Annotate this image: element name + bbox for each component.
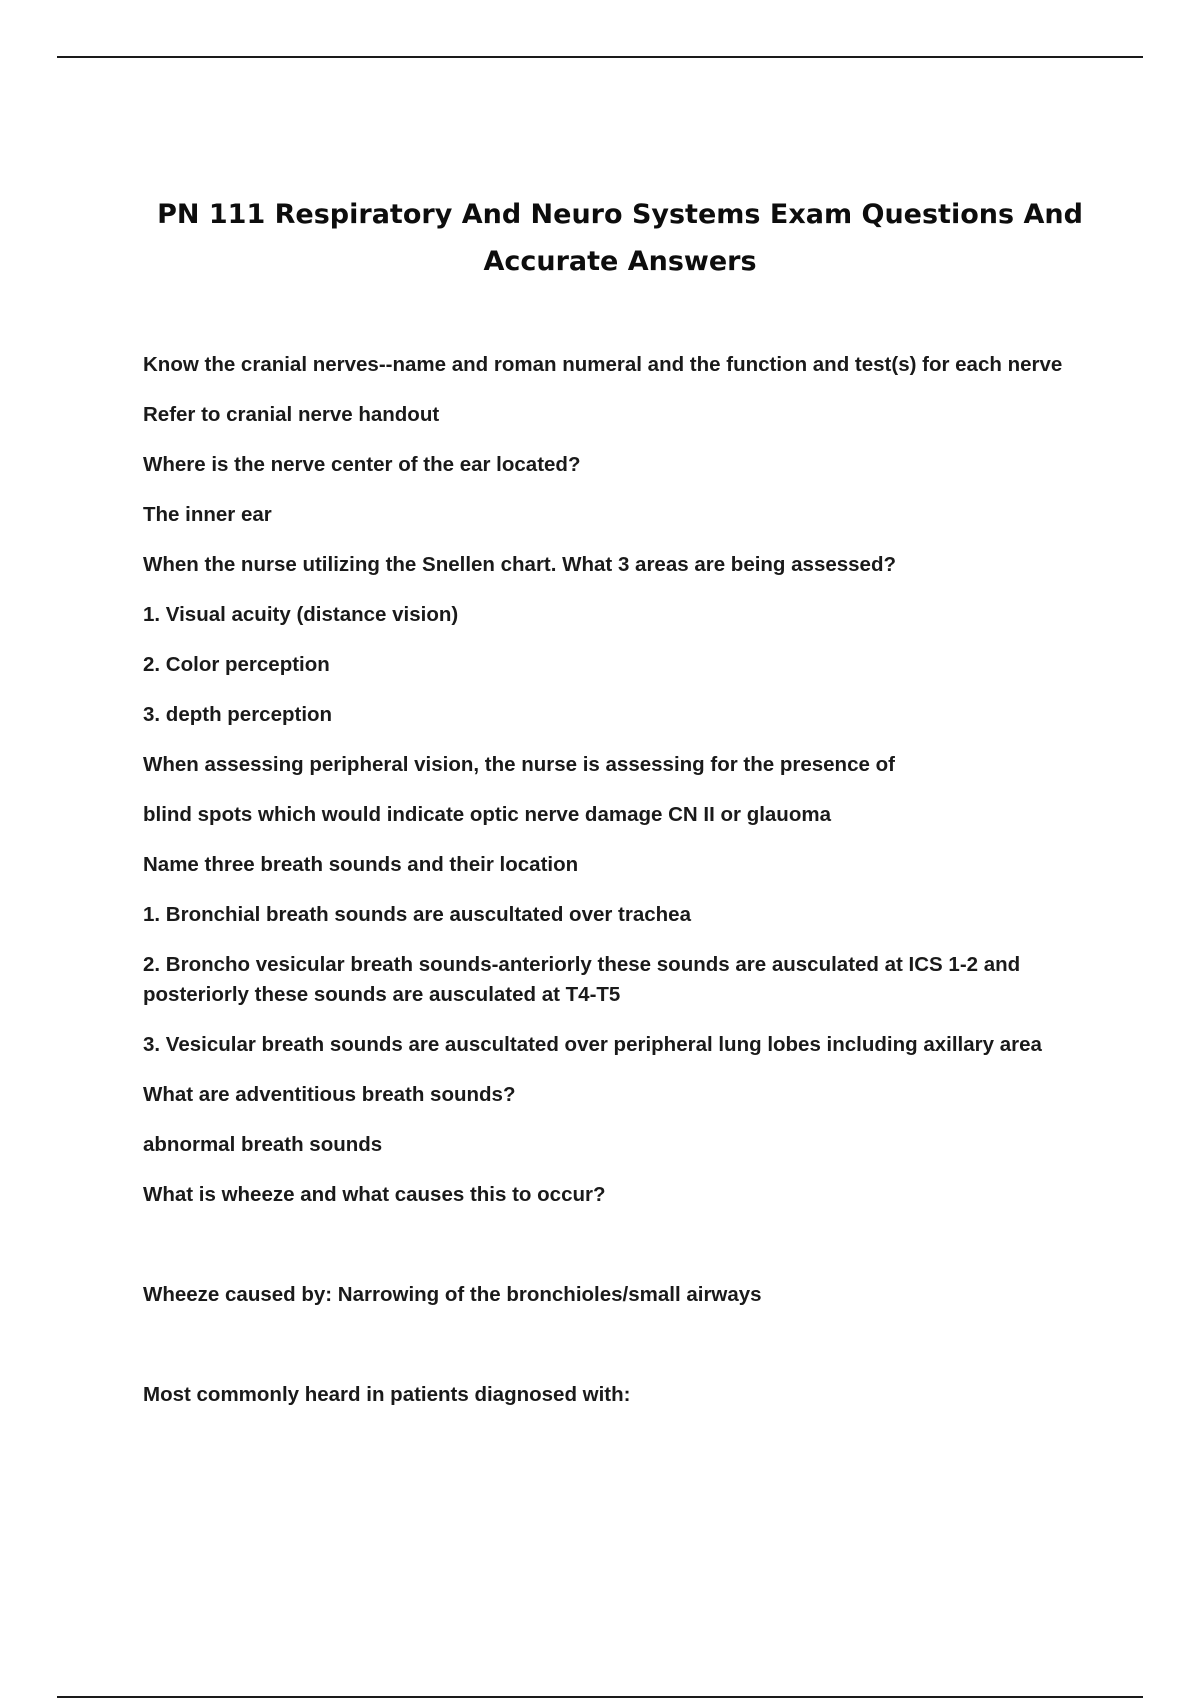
document-body: [143, 350, 1103, 1410]
answer-breath-sounds-3: 3. Vesicular breath sounds are auscultated over peripheral lung lobes including axillary area: [143, 1033, 1042, 1056]
answer-breath-sounds-1: 1. Bronchial breath sounds are auscultated over trachea: [143, 903, 691, 926]
question-breath-sounds: Name three breath sounds and their location: [143, 853, 579, 876]
answer-wheeze-diagnoses: Most commonly heard in patients diagnosed with:: [143, 1383, 631, 1406]
answer-snellen-item-1: 1. Visual acuity (distance vision): [143, 603, 459, 626]
question-ear-nerve-center: Where is the nerve center of the ear located?: [143, 453, 581, 476]
bottom-rule: [57, 1696, 1143, 1698]
answer-cranial-nerves: Refer to cranial nerve handout: [143, 403, 440, 426]
question-wheeze: What is wheeze and what causes this to occur?: [143, 1183, 606, 1206]
answer-breath-sounds-2: 2. Broncho vesicular breath sounds-anteriorly these sounds are ausculated at ICS 1-2 and posteriorly these sounds are ausculated at T4-T5: [143, 953, 1021, 1006]
document-title: PN 111 Respiratory And Neuro Systems Exam Questions And Accurate Answers: [157, 199, 1083, 277]
question-peripheral-vision: When assessing peripheral vision, the nurse is assessing for the presence of: [143, 753, 895, 776]
top-rule: [57, 56, 1143, 58]
answer-peripheral-vision: blind spots which would indicate optic nerve damage CN II or glauoma: [143, 803, 831, 826]
answer-snellen-item-2: 2. Color perception: [143, 653, 330, 676]
answer-wheeze-cause: Wheeze caused by: Narrowing of the bronchioles/small airways: [143, 1283, 762, 1306]
answer-snellen-item-3: 3. depth perception: [143, 703, 333, 726]
question-snellen-chart: When the nurse utilizing the Snellen chart. What 3 areas are being assessed?: [143, 553, 897, 576]
answer-adventitious-sounds: abnormal breath sounds: [143, 1133, 383, 1156]
question-adventitious-sounds: What are adventitious breath sounds?: [143, 1083, 516, 1106]
question-cranial-nerves: Know the cranial nerves--name and roman numeral and the function and test(s) for each nerve: [143, 353, 1063, 376]
answer-ear-nerve-center: The inner ear: [143, 503, 272, 526]
